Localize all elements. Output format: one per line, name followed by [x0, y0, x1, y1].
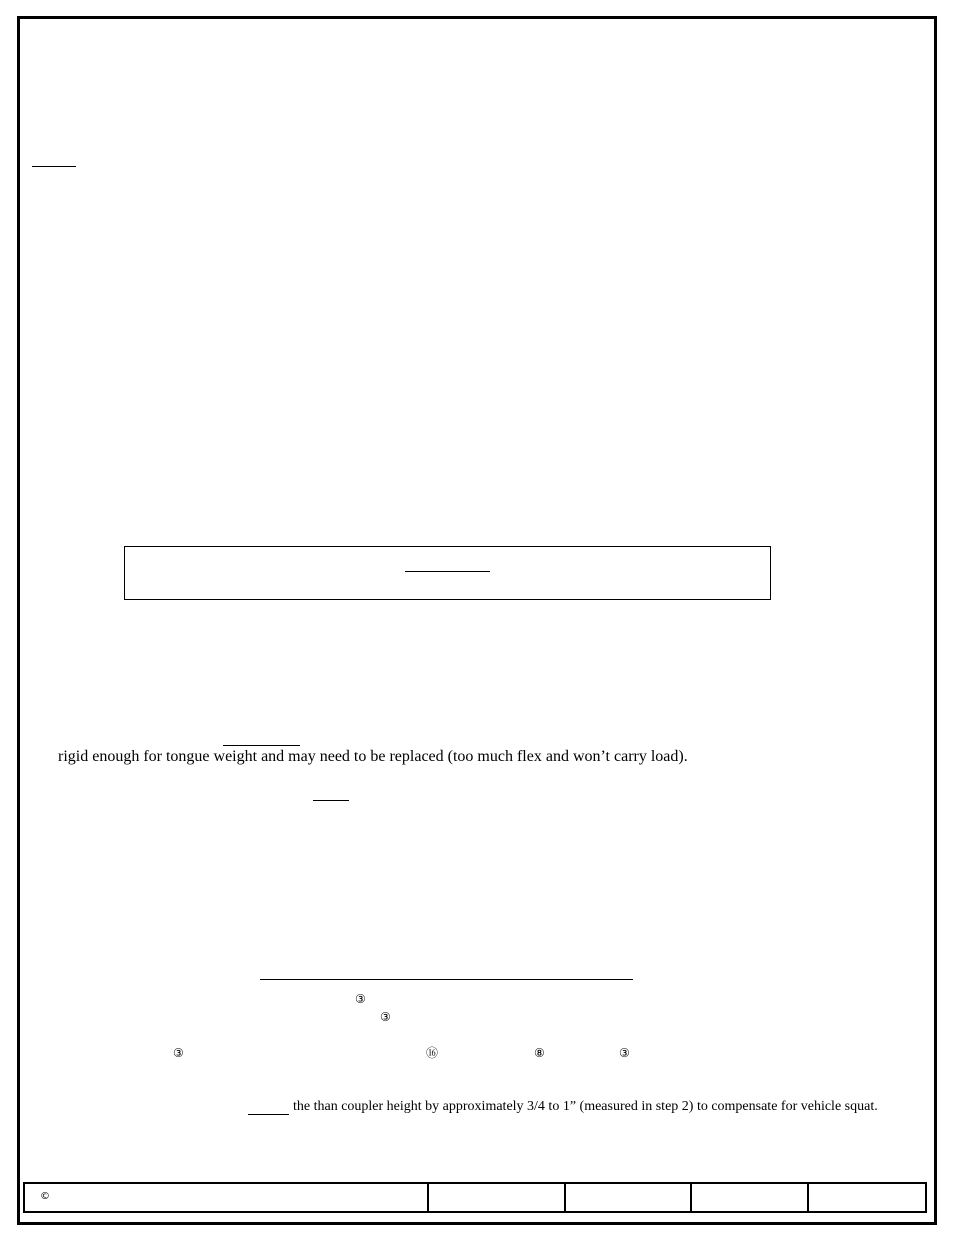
footer-cell	[809, 1184, 925, 1211]
underline-rule	[248, 1114, 289, 1115]
footer-table	[23, 1182, 927, 1213]
callout-number: ⑧	[534, 1046, 545, 1060]
footer-cell	[566, 1184, 692, 1211]
callout-number: ③	[355, 992, 366, 1006]
callout-number: ⑯	[426, 1046, 439, 1060]
callout-number: ③	[619, 1046, 630, 1060]
footer-cell	[692, 1184, 809, 1211]
footer-cell	[429, 1184, 566, 1211]
callout-number: ③	[380, 1010, 391, 1024]
copyright-symbol: ©	[40, 1191, 50, 1202]
callout-number: ③	[173, 1046, 184, 1060]
page-border	[17, 16, 937, 1225]
underline-rule	[260, 979, 633, 980]
underline-rule	[32, 166, 76, 167]
footer-cell-copyright	[25, 1184, 429, 1211]
notice-underline	[405, 571, 490, 572]
instruction-text-rigid: rigid enough for tongue weight and may need to be replaced (too much flex and won’t carry load).	[58, 748, 688, 765]
underline-rule	[223, 745, 300, 746]
instruction-text-coupler: the than coupler height by approximately 3/4 to 1” (measured in step 2) to compensate for vehicle squat.	[293, 1099, 878, 1114]
underline-rule	[313, 800, 349, 801]
notice-box	[124, 546, 771, 600]
